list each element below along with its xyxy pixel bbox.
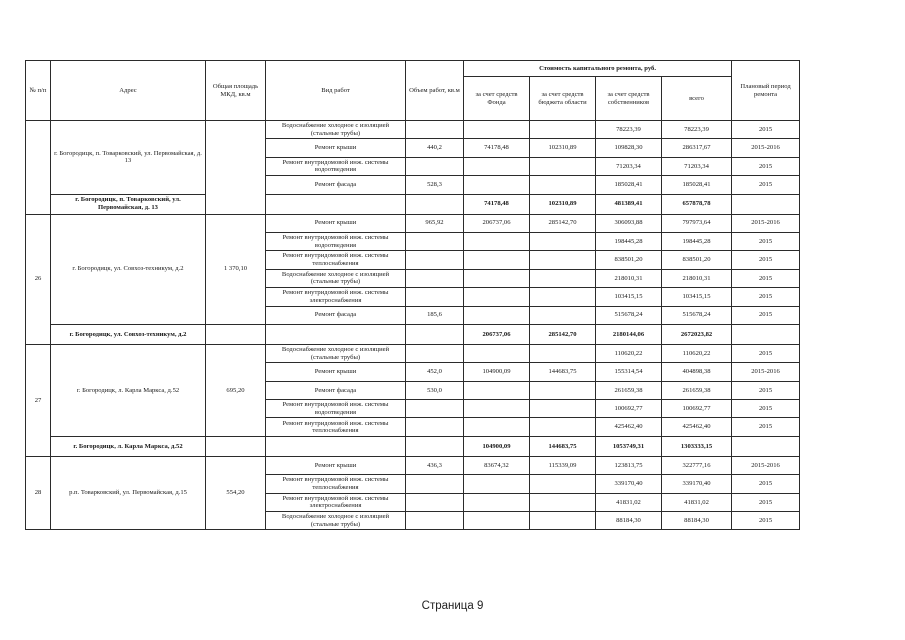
volume-cell — [406, 121, 464, 139]
total-cell: 218010,31 — [662, 269, 732, 287]
region-cell: 144683,75 — [530, 363, 596, 381]
document-sheet — [25, 60, 799, 530]
table-row — [26, 214, 800, 232]
fund-cell: 74178,48 — [464, 139, 530, 157]
total-cell: 838501,20 — [662, 251, 732, 269]
col-work-header: Вид работ — [266, 61, 406, 121]
region-cell: 102310,89 — [530, 139, 596, 157]
subtotal-owners-cell: 481389,41 — [596, 194, 662, 214]
period-cell: 2015 — [732, 269, 800, 287]
period-cell: 2015 — [732, 381, 800, 399]
work-cell: Ремонт крыши — [266, 214, 406, 232]
volume-cell — [406, 344, 464, 362]
work-cell: Ремонт внутридомовой инж. системы водоотведения — [266, 157, 406, 175]
owners-cell: 109828,30 — [596, 139, 662, 157]
volume-cell — [406, 232, 464, 250]
owners-cell: 425462,40 — [596, 418, 662, 436]
table-row — [26, 344, 800, 362]
volume-cell — [406, 512, 464, 530]
address-cell: г. Богородицк, л. Карла Маркса, д.52 — [51, 344, 206, 436]
subtotal-total-cell: 657878,78 — [662, 194, 732, 214]
subtotal-row — [26, 324, 800, 344]
volume-cell — [406, 251, 464, 269]
subtotal-owners-cell: 2180144,06 — [596, 324, 662, 344]
owners-cell: 78223,39 — [596, 121, 662, 139]
fund-cell — [464, 176, 530, 194]
fund-cell — [464, 418, 530, 436]
col-address-header: Адрес — [51, 61, 206, 121]
subtotal-address-cell: г. Богородицк, п. Товарковский, ул. Первомайская, д. 13 — [51, 194, 206, 214]
volume-cell: 185,6 — [406, 306, 464, 324]
period-cell: 2015 — [732, 121, 800, 139]
fund-cell: 83674,32 — [464, 456, 530, 474]
volume-cell — [406, 493, 464, 511]
region-cell — [530, 512, 596, 530]
subtotal-address-cell: г. Богородицк, л. Карла Маркса, д.52 — [51, 436, 206, 456]
volume-cell — [406, 288, 464, 306]
work-cell: Ремонт фасада — [266, 176, 406, 194]
owners-cell: 41831,02 — [596, 493, 662, 511]
owners-cell: 198445,28 — [596, 232, 662, 250]
total-cell: 103415,15 — [662, 288, 732, 306]
region-cell — [530, 344, 596, 362]
work-cell: Ремонт внутридомовой инж. системы электроснабжения — [266, 493, 406, 511]
fund-cell: 104900,09 — [464, 363, 530, 381]
total-cell: 404898,38 — [662, 363, 732, 381]
subtotal-owners-cell: 1053749,31 — [596, 436, 662, 456]
total-cell: 515678,24 — [662, 306, 732, 324]
header-row — [26, 61, 800, 77]
period-cell: 2015-2016 — [732, 139, 800, 157]
region-cell — [530, 157, 596, 175]
period-cell: 2015 — [732, 344, 800, 362]
fund-cell — [464, 157, 530, 175]
volume-cell: 440,2 — [406, 139, 464, 157]
col-owners-header: за счет средств собственников — [596, 77, 662, 121]
owners-cell: 103415,15 — [596, 288, 662, 306]
period-cell: 2015 — [732, 475, 800, 493]
col-volume-header: Объем работ, кв.м — [406, 61, 464, 121]
work-cell: Ремонт фасада — [266, 381, 406, 399]
work-cell — [266, 324, 406, 344]
subtotal-row — [26, 194, 800, 214]
period-cell: 2015-2016 — [732, 456, 800, 474]
fund-cell — [464, 512, 530, 530]
num-cell: 28 — [26, 456, 51, 530]
total-cell: 339170,40 — [662, 475, 732, 493]
total-cell: 88184,30 — [662, 512, 732, 530]
total-cell: 185028,41 — [662, 176, 732, 194]
owners-cell: 100692,77 — [596, 400, 662, 418]
work-cell: Ремонт внутридомовой инж. системы водоотведения — [266, 400, 406, 418]
region-cell — [530, 475, 596, 493]
subtotal-fund-cell: 104900,09 — [464, 436, 530, 456]
owners-cell: 838501,20 — [596, 251, 662, 269]
owners-cell: 71203,34 — [596, 157, 662, 175]
region-cell — [530, 288, 596, 306]
work-cell: Ремонт внутридомовой инж. системы теплоснабжения — [266, 418, 406, 436]
total-cell: 797973,64 — [662, 214, 732, 232]
total-cell: 198445,28 — [662, 232, 732, 250]
region-cell — [530, 251, 596, 269]
owners-cell: 185028,41 — [596, 176, 662, 194]
period-cell: 2015 — [732, 157, 800, 175]
volume-cell — [406, 269, 464, 287]
capital-repair-table — [25, 60, 800, 530]
owners-cell: 218010,31 — [596, 269, 662, 287]
col-fund-header: за счет средств Фонда — [464, 77, 530, 121]
volume-cell — [406, 324, 464, 344]
total-cell: 261659,38 — [662, 381, 732, 399]
region-cell — [530, 232, 596, 250]
period-cell: 2015 — [732, 306, 800, 324]
work-cell: Ремонт крыши — [266, 363, 406, 381]
work-cell: Водоснабжение холодное с изоляцией (стальные трубы) — [266, 121, 406, 139]
work-cell: Ремонт внутридомовой инж. системы электроснабжения — [266, 288, 406, 306]
work-cell: Ремонт внутридомовой инж. системы теплоснабжения — [266, 475, 406, 493]
period-cell: 2015 — [732, 400, 800, 418]
subtotal-fund-cell: 206737,06 — [464, 324, 530, 344]
area-cell: 1 370,10 — [206, 214, 266, 324]
period-cell: 2015 — [732, 288, 800, 306]
period-cell — [732, 194, 800, 214]
region-cell: 285142,70 — [530, 214, 596, 232]
subtotal-region-cell: 102310,89 — [530, 194, 596, 214]
owners-cell: 110620,22 — [596, 344, 662, 362]
region-cell — [530, 418, 596, 436]
subtotal-row — [26, 436, 800, 456]
num-cell: 27 — [26, 344, 51, 456]
subtotal-region-cell: 285142,70 — [530, 324, 596, 344]
address-cell: г. Богородицк, ул. Совхоз-техникум, д.2 — [51, 214, 206, 324]
volume-cell — [406, 418, 464, 436]
fund-cell: 206737,06 — [464, 214, 530, 232]
region-cell: 115339,09 — [530, 456, 596, 474]
period-cell: 2015 — [732, 493, 800, 511]
fund-cell — [464, 381, 530, 399]
area-cell: 554,20 — [206, 456, 266, 530]
address-cell: г. Богородицк, п. Товарковский, ул. Первомайская, д. 13 — [51, 121, 206, 195]
work-cell: Ремонт фасада — [266, 306, 406, 324]
fund-cell — [464, 344, 530, 362]
col-num-header: № п/п — [26, 61, 51, 121]
col-region-header: за счет средств бюджета области — [530, 77, 596, 121]
area-cell: 695,20 — [206, 344, 266, 436]
area-cell — [206, 436, 266, 456]
period-cell — [732, 324, 800, 344]
fund-cell — [464, 306, 530, 324]
period-cell: 2015 — [732, 251, 800, 269]
volume-cell: 528,3 — [406, 176, 464, 194]
owners-cell: 515678,24 — [596, 306, 662, 324]
volume-cell — [406, 194, 464, 214]
work-cell: Ремонт внутридомовой инж. системы теплоснабжения — [266, 251, 406, 269]
volume-cell — [406, 400, 464, 418]
subtotal-total-cell: 2672023,82 — [662, 324, 732, 344]
work-cell: Водоснабжение холодное с изоляцией (стальные трубы) — [266, 512, 406, 530]
work-cell: Водоснабжение холодное с изоляцией (стальные трубы) — [266, 269, 406, 287]
total-cell: 110620,22 — [662, 344, 732, 362]
col-total-header: всего — [662, 77, 732, 121]
area-cell — [206, 121, 266, 215]
num-cell: 26 — [26, 214, 51, 344]
fund-cell — [464, 400, 530, 418]
fund-cell — [464, 475, 530, 493]
subtotal-address-cell: г. Богородицк, ул. Совхоз-техникум, д.2 — [51, 324, 206, 344]
period-cell: 2015 — [732, 176, 800, 194]
volume-cell: 965,92 — [406, 214, 464, 232]
region-cell — [530, 400, 596, 418]
total-cell: 71203,34 — [662, 157, 732, 175]
region-cell — [530, 381, 596, 399]
region-cell — [530, 306, 596, 324]
work-cell — [266, 436, 406, 456]
total-cell: 100692,77 — [662, 400, 732, 418]
total-cell: 41831,02 — [662, 493, 732, 511]
subtotal-fund-cell: 74178,48 — [464, 194, 530, 214]
subtotal-total-cell: 1303333,15 — [662, 436, 732, 456]
period-cell: 2015-2016 — [732, 214, 800, 232]
work-cell: Ремонт крыши — [266, 139, 406, 157]
work-cell: Ремонт внутридомовой инж. системы водоотведения — [266, 232, 406, 250]
region-cell — [530, 121, 596, 139]
address-cell: р.п. Товарковский, ул. Первомайская, д.15 — [51, 456, 206, 530]
work-cell: Ремонт крыши — [266, 456, 406, 474]
period-cell: 2015 — [732, 512, 800, 530]
total-cell: 78223,39 — [662, 121, 732, 139]
table-row — [26, 456, 800, 474]
col-area-header: Общая площадь МКД, кв.м — [206, 61, 266, 121]
volume-cell: 530,0 — [406, 381, 464, 399]
period-cell: 2015 — [732, 232, 800, 250]
owners-cell: 155314,54 — [596, 363, 662, 381]
volume-cell: 452,0 — [406, 363, 464, 381]
region-cell — [530, 269, 596, 287]
period-cell — [732, 436, 800, 456]
fund-cell — [464, 251, 530, 269]
owners-cell: 261659,38 — [596, 381, 662, 399]
owners-cell: 339170,40 — [596, 475, 662, 493]
table-row — [26, 121, 800, 139]
owners-cell: 88184,30 — [596, 512, 662, 530]
col-cost-header: Стоимость капитального ремонта, руб. — [464, 61, 732, 77]
owners-cell: 123813,75 — [596, 456, 662, 474]
period-cell: 2015 — [732, 418, 800, 436]
total-cell: 322777,16 — [662, 456, 732, 474]
fund-cell — [464, 269, 530, 287]
col-period-header: Плановый период ремонта — [732, 61, 800, 121]
fund-cell — [464, 121, 530, 139]
work-cell — [266, 194, 406, 214]
work-cell: Водоснабжение холодное с изоляцией (стальные трубы) — [266, 344, 406, 362]
fund-cell — [464, 288, 530, 306]
fund-cell — [464, 493, 530, 511]
volume-cell — [406, 475, 464, 493]
subtotal-region-cell: 144683,75 — [530, 436, 596, 456]
volume-cell: 436,3 — [406, 456, 464, 474]
total-cell: 425462,40 — [662, 418, 732, 436]
owners-cell: 306093,88 — [596, 214, 662, 232]
num-cell — [26, 121, 51, 215]
total-cell: 286317,67 — [662, 139, 732, 157]
volume-cell — [406, 436, 464, 456]
region-cell — [530, 493, 596, 511]
page-number: Страница 9 — [421, 600, 484, 612]
fund-cell — [464, 232, 530, 250]
volume-cell — [406, 157, 464, 175]
period-cell: 2015-2016 — [732, 363, 800, 381]
area-cell — [206, 324, 266, 344]
region-cell — [530, 176, 596, 194]
